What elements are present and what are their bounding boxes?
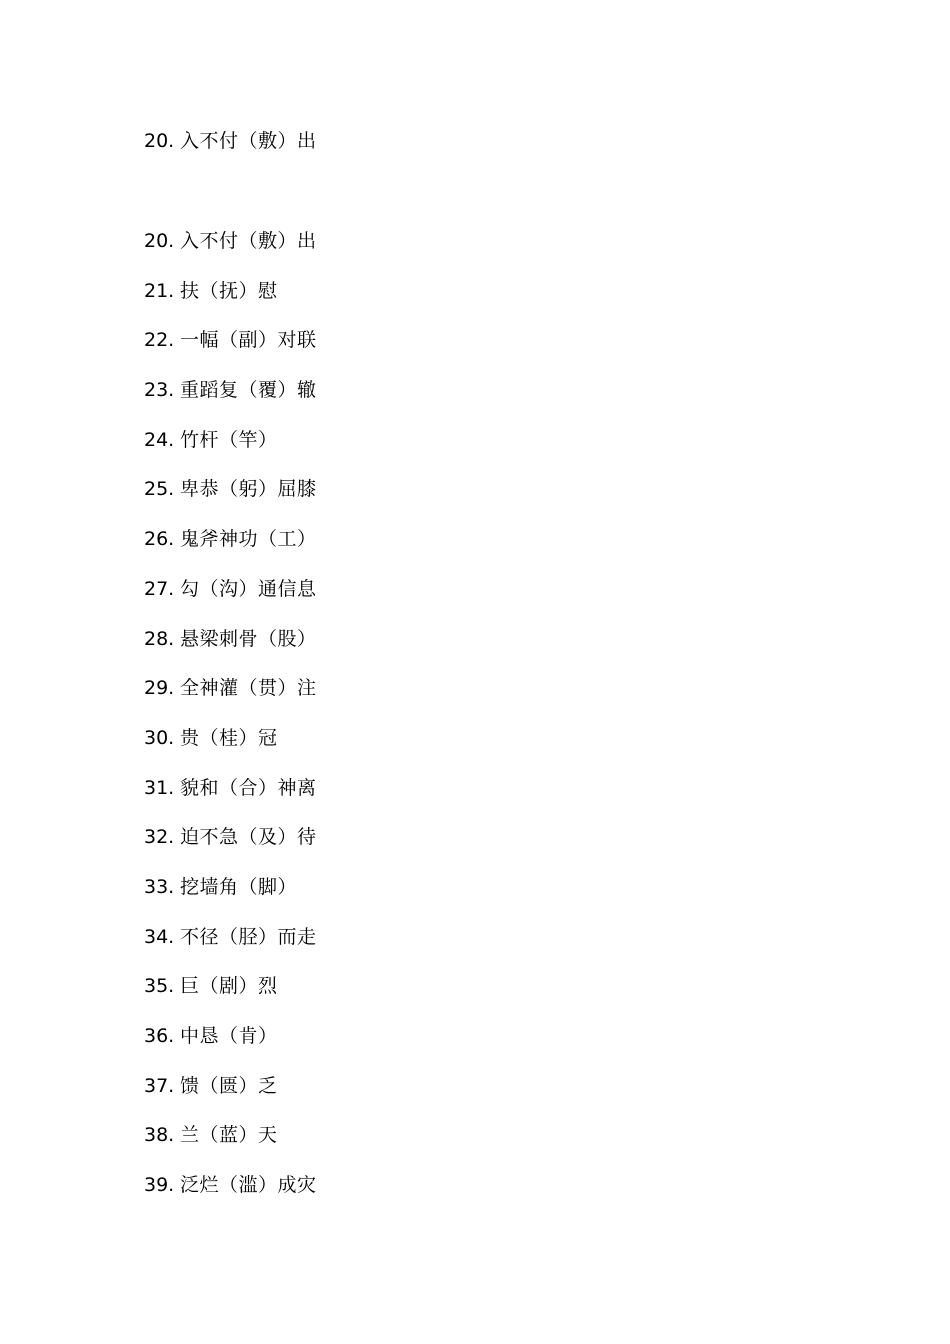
item-number: 25. [144,478,175,501]
item-number: 28. [144,627,175,650]
list-item [144,1171,317,1221]
list-item [144,376,317,426]
list-item [144,674,317,724]
item-number: 37. [144,1074,175,1097]
item-number: 34. [144,925,175,948]
item-number: 20. [144,230,175,252]
item-number: 20. [144,130,175,152]
list-item [144,277,317,327]
item-text: 重蹈复（覆）辙 [180,379,317,402]
item-text: 鬼斧神功（工） [180,528,317,551]
item-number: 38. [144,1124,175,1147]
list-item [144,873,317,923]
list-item [144,724,317,774]
list-item [144,1022,317,1072]
list-item [144,1072,317,1122]
item-text: 入不付（敷）出 [180,130,317,152]
item-text: 一幅（副）对联 [180,329,317,352]
item-number: 36. [144,1025,175,1047]
item-number: 33. [144,875,175,898]
item-number: 31. [144,776,175,799]
item-number: 23. [144,379,175,402]
item-text: 中恳（肯） [180,1025,278,1047]
item-text: 竹杆（竿） [180,428,278,451]
list-item [144,475,317,525]
item-number: 39. [144,1174,175,1197]
item-number: 27. [144,577,175,600]
list-item [144,823,317,873]
item-number: 24. [144,428,175,451]
item-text: 全神灌（贯）注 [180,677,317,700]
list-item [144,625,317,675]
item-text: 泛烂（滥）成灾 [180,1174,317,1197]
list-item [144,1121,317,1171]
item-text: 馈（匮）乏 [180,1074,278,1097]
item-text: 入不付（敷）出 [180,230,317,252]
item-text: 巨（剧）烈 [180,975,278,998]
item-number: 30. [144,726,175,749]
item-text: 扶（抚）慰 [180,279,278,302]
list-item [144,923,317,973]
list-item [144,426,317,476]
list-item [144,575,317,625]
correction-list [144,227,317,1221]
item-number: 32. [144,826,175,849]
item-text: 挖墙角（脚） [180,875,298,898]
item-text: 贵（桂）冠 [180,726,278,749]
item-text: 貌和（合）神离 [180,776,317,799]
item-text: 不径（胫）而走 [180,925,317,948]
item-text: 迫不急（及）待 [180,826,317,849]
item-number: 26. [144,528,175,551]
list-item [144,525,317,575]
item-number: 21. [144,279,175,302]
item-number: 35. [144,975,175,998]
list-item [144,127,317,177]
item-number: 22. [144,329,175,352]
list-item [144,972,317,1022]
list-item [144,227,317,277]
list-item [144,326,317,376]
list-item [144,774,317,824]
item-text: 勾（沟）通信息 [180,577,317,600]
item-number: 29. [144,677,175,700]
item-text: 悬梁刺骨（股） [180,627,317,650]
item-text: 卑恭（躬）屈膝 [180,478,317,501]
item-text: 兰（蓝）天 [180,1124,278,1147]
